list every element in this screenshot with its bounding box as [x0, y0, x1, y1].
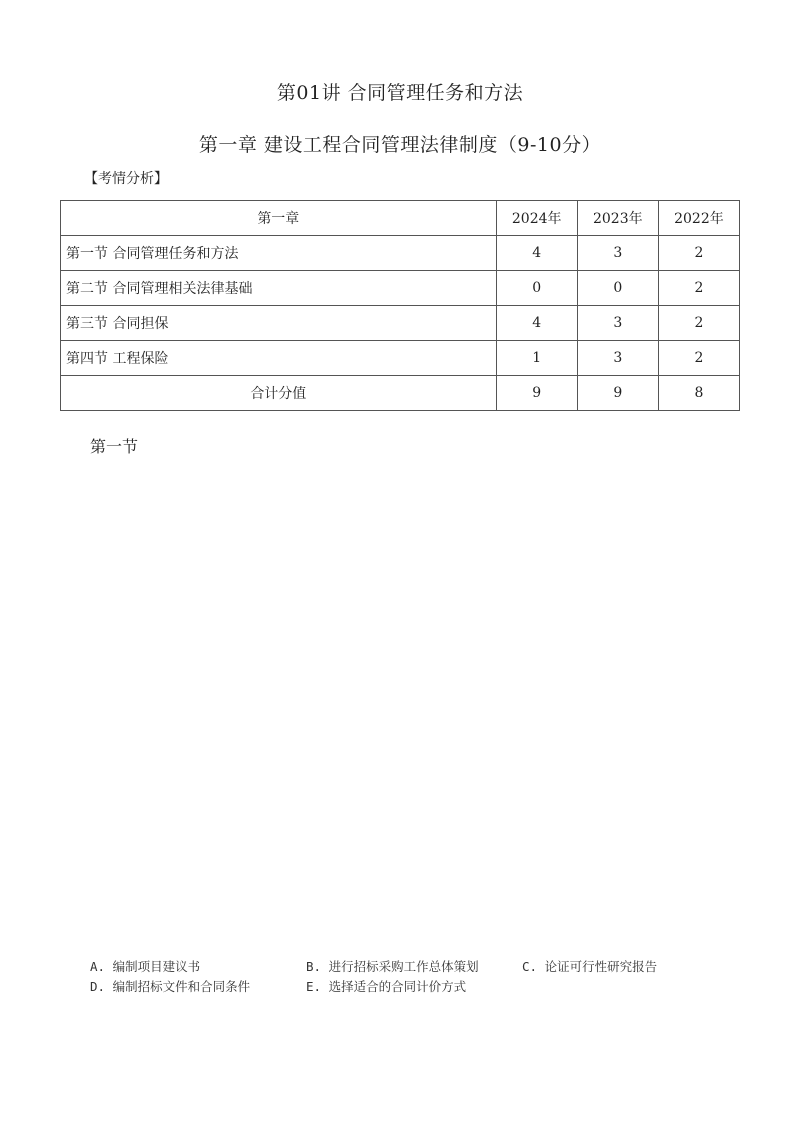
table-header-row — [61, 201, 740, 236]
column-header-2024: 2024年 — [496, 201, 577, 236]
row-score-2022: 2 — [658, 236, 739, 271]
row-score-2024: 4 — [496, 236, 577, 271]
option-text: 选择适合的合同计价方式 — [328, 979, 467, 994]
total-score-2024: 9 — [496, 376, 577, 411]
row-score-2024: 1 — [496, 341, 577, 376]
column-header-chapter: 第一章 — [61, 201, 497, 236]
row-score-2024: 0 — [496, 271, 577, 306]
row-section-name: 第二节 合同管理相关法律基础 — [61, 271, 497, 306]
row-section-name: 第一节 合同管理任务和方法 — [61, 236, 497, 271]
table-row — [61, 341, 740, 376]
option-a — [90, 957, 306, 975]
row-section-name: 第三节 合同担保 — [61, 306, 497, 341]
options-row — [90, 956, 657, 976]
option-d — [90, 977, 306, 995]
table-row — [61, 271, 740, 306]
exam-analysis-label: 【考情分析】 — [84, 171, 168, 187]
section-heading: 第一节 — [90, 437, 139, 456]
options-row — [90, 976, 657, 996]
column-header-2023: 2023年 — [577, 201, 658, 236]
row-score-2022: 2 — [658, 341, 739, 376]
option-e — [306, 977, 466, 995]
exam-score-table — [60, 200, 740, 411]
total-label: 合计分值 — [61, 376, 497, 411]
row-section-name: 第四节 工程保险 — [61, 341, 497, 376]
column-header-2022: 2022年 — [658, 201, 739, 236]
option-c — [522, 957, 657, 975]
table-row — [61, 236, 740, 271]
answer-options — [90, 956, 657, 996]
option-text: 论证可行性研究报告 — [544, 959, 658, 974]
row-score-2022: 2 — [658, 306, 739, 341]
total-score-2022: 8 — [658, 376, 739, 411]
row-score-2023: 3 — [577, 306, 658, 341]
option-text: 进行招标采购工作总体策划 — [328, 959, 479, 974]
row-score-2023: 3 — [577, 341, 658, 376]
option-letter: A. — [90, 959, 106, 974]
table-total-row — [61, 376, 740, 411]
option-letter: E. — [306, 979, 322, 994]
lecture-title: 第01讲 合同管理任务和方法 — [276, 82, 524, 104]
option-letter: B. — [306, 959, 322, 974]
table-row — [61, 306, 740, 341]
option-letter: D. — [90, 979, 106, 994]
row-score-2022: 2 — [658, 271, 739, 306]
option-text: 编制招标文件和合同条件 — [112, 979, 251, 994]
option-text: 编制项目建议书 — [112, 959, 201, 974]
option-letter: C. — [522, 959, 538, 974]
row-score-2024: 4 — [496, 306, 577, 341]
total-score-2023: 9 — [577, 376, 658, 411]
chapter-title: 第一章 建设工程合同管理法律制度（9-10分） — [198, 134, 602, 156]
row-score-2023: 3 — [577, 236, 658, 271]
row-score-2023: 0 — [577, 271, 658, 306]
option-b — [306, 957, 522, 975]
